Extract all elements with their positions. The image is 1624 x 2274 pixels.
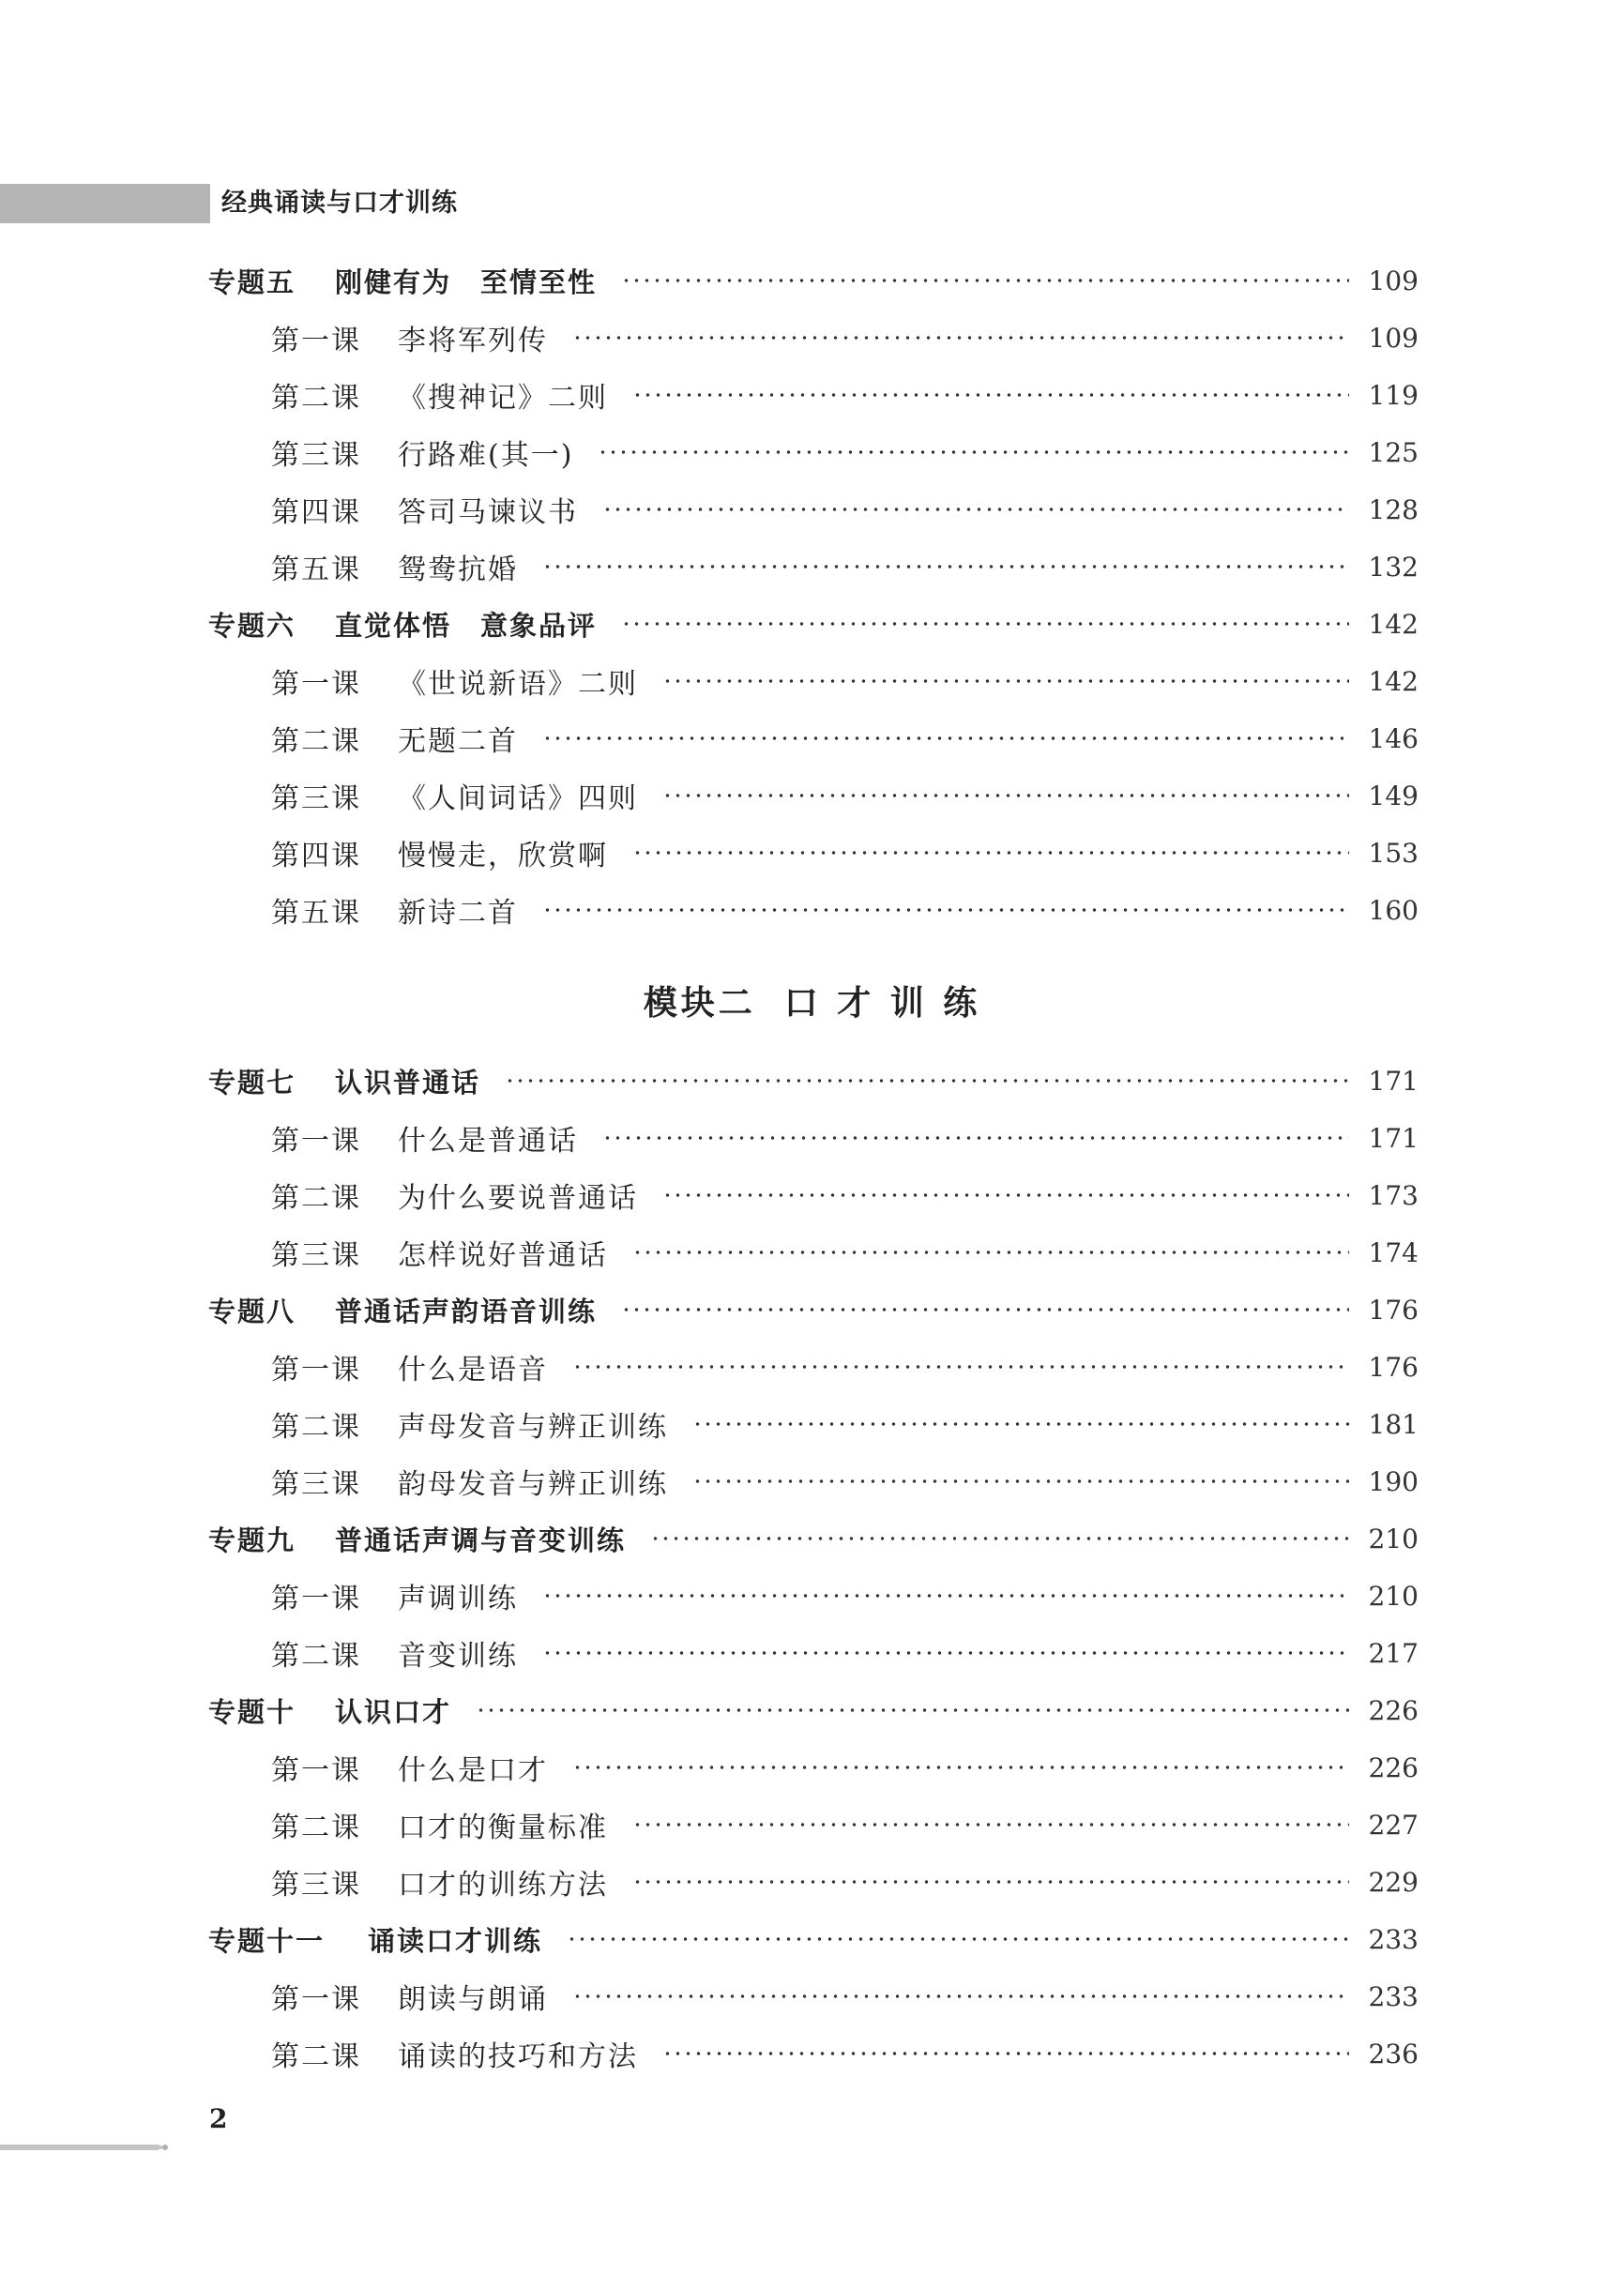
leader-dots [632,392,1349,398]
toc-lesson-row[interactable] [271,660,1419,702]
toc-lesson-row[interactable] [271,718,1419,759]
toc-lesson-row[interactable] [271,1632,1419,1674]
lesson-label: 第二课 [271,1812,361,1844]
leader-dots [542,564,1349,569]
page-number: 153 [1368,837,1419,869]
lesson-title: 口才的衡量标准 [398,1812,608,1844]
page-number: 171 [1368,1122,1419,1154]
leader-dots [662,2051,1349,2056]
lesson-title: 诵读的技巧和方法 [398,2040,638,2073]
toc-topic-row[interactable] [208,1918,1419,1960]
lesson-title: 慢慢走，欣赏啊 [398,840,608,872]
page-number: 233 [1368,1923,1419,1955]
page-number: 173 [1368,1179,1419,1211]
page-number: 142 [1368,665,1419,697]
page-number: 119 [1368,379,1419,411]
toc-lesson-row[interactable] [271,1346,1419,1387]
lesson-title: 鸳鸯抗婚 [398,553,518,586]
lesson-title: 《搜神记》二则 [398,382,608,415]
page-number: 227 [1368,1809,1419,1841]
leader-dots [632,1879,1349,1885]
lesson-title: 答司马谏议书 [398,496,578,529]
leader-dots [621,1307,1349,1312]
page-number: 226 [1368,1751,1419,1783]
topic-title: 普通话声调与音变训练 [335,1524,627,1556]
leader-dots [567,1936,1349,1942]
leader-dots [572,1765,1349,1770]
leader-dots [692,1478,1349,1484]
page-number: 176 [1368,1351,1419,1383]
toc-lesson-row[interactable] [271,1461,1419,1502]
running-header-title: 经典诵读与口才训练 [221,189,458,218]
page-number: 109 [1368,322,1419,354]
toc-lesson-row[interactable] [271,1117,1419,1159]
lesson-title: 《人间词话》四则 [398,782,638,815]
leader-dots [662,793,1349,798]
page-number: 233 [1368,1980,1419,2012]
leader-dots [692,1421,1349,1427]
lesson-title: 《世说新语》二则 [398,668,638,701]
leader-dots [572,1994,1349,1999]
lesson-label: 第一课 [271,1983,361,2016]
toc-topic-row[interactable] [208,1518,1419,1559]
lesson-label: 第五课 [271,553,361,586]
lesson-label: 第三课 [271,782,361,815]
lesson-label: 第二课 [271,725,361,758]
page-number: 236 [1368,2038,1419,2069]
leader-dots [572,335,1349,341]
toc-lesson-row[interactable] [271,1976,1419,2017]
lesson-label: 第二课 [271,2040,361,2073]
toc-lesson-row[interactable] [271,1747,1419,1788]
topic-title: 直觉体悟 意象品评 [335,609,598,642]
toc-lesson-row[interactable] [271,1403,1419,1445]
lesson-label: 第三课 [271,1869,361,1902]
leader-dots [621,621,1349,627]
toc-topic-row[interactable] [208,1289,1419,1330]
module-label: 模块二 [643,983,756,1023]
leader-dots [602,1135,1349,1141]
toc-topic-row[interactable] [208,1060,1419,1101]
page-number: 210 [1368,1523,1419,1554]
page-number: 146 [1368,722,1419,754]
page-number: 125 [1368,436,1419,468]
topic-title: 认识普通话 [335,1066,481,1099]
lesson-title: 声调训练 [398,1583,518,1615]
leader-dots [632,850,1349,856]
lesson-label: 第五课 [271,897,361,930]
leader-dots [662,678,1349,684]
lesson-title: 新诗二首 [398,897,518,930]
toc-lesson-row[interactable] [271,1575,1419,1616]
page-number: 149 [1368,780,1419,811]
page-number: 210 [1368,1580,1419,1612]
topic-title: 普通话声韵语音训练 [335,1295,598,1327]
lesson-label: 第二课 [271,1182,361,1215]
topic-label: 专题十 [208,1695,296,1728]
leader-dots [542,1650,1349,1656]
page-number: 128 [1368,493,1419,525]
lesson-label: 第一课 [271,325,361,357]
leader-dots [542,907,1349,913]
topic-label: 专题八 [208,1295,296,1327]
page-number: 132 [1368,551,1419,583]
toc-topic-row[interactable] [208,1690,1419,1731]
leader-dots [662,1192,1349,1198]
topic-label: 专题十一 [208,1924,326,1957]
topic-label: 专题九 [208,1524,296,1556]
toc-lesson-row[interactable] [271,889,1419,931]
leader-dots [542,735,1349,741]
lesson-label: 第二课 [271,382,361,415]
lesson-label: 第二课 [271,1411,361,1444]
leader-dots [572,1364,1349,1370]
leader-dots [505,1078,1349,1084]
topic-title: 刚健有为 至情至性 [335,265,598,298]
toc-lesson-row[interactable] [271,1804,1419,1845]
page-number: 226 [1368,1694,1419,1726]
topic-title: 诵读口才训练 [368,1924,543,1957]
toc-lesson-row[interactable] [271,1861,1419,1903]
lesson-title: 口才的训练方法 [398,1869,608,1902]
page-number: 229 [1368,1866,1419,1898]
toc-lesson-row[interactable] [271,775,1419,816]
toc-topic-row[interactable] [208,603,1419,644]
leader-dots [632,1822,1349,1827]
toc-lesson-row[interactable] [271,832,1419,873]
lesson-label: 第一课 [271,1754,361,1787]
toc-lesson-row[interactable] [271,546,1419,587]
lesson-label: 第四课 [271,496,361,529]
page-number: 109 [1368,265,1419,296]
footer-page-number: 2 [209,2103,228,2134]
leader-dots [632,1250,1349,1255]
lesson-label: 第一课 [271,1583,361,1615]
page-number: 142 [1368,608,1419,640]
page-number: 160 [1368,894,1419,926]
lesson-title: 朗读与朗诵 [398,1983,548,2016]
page-number: 171 [1368,1065,1419,1097]
leader-dots [542,1593,1349,1599]
lesson-label: 第一课 [271,1125,361,1158]
leader-dots [650,1536,1349,1541]
toc-lesson-row[interactable] [271,317,1419,358]
lesson-title: 行路难(其一) [398,439,574,472]
page-number: 174 [1368,1236,1419,1268]
lesson-title: 什么是语音 [398,1354,548,1387]
toc-lesson-row[interactable] [271,1232,1419,1273]
lesson-title: 什么是口才 [398,1754,548,1787]
topic-label: 专题六 [208,609,296,642]
lesson-title: 怎样说好普通话 [398,1239,608,1272]
footer-decoration [0,2143,169,2152]
lesson-title: 声母发音与辨正训练 [398,1411,668,1444]
lesson-title: 李将军列传 [398,325,548,357]
toc-lesson-row[interactable] [271,489,1419,530]
toc-lesson-row[interactable] [271,1175,1419,1216]
lesson-label: 第三课 [271,1468,361,1501]
toc-lesson-row[interactable] [271,432,1419,473]
page-number: 181 [1368,1408,1419,1440]
page-number: 176 [1368,1294,1419,1326]
toc-lesson-row[interactable] [271,2033,1419,2074]
topic-title: 认识口才 [335,1695,452,1728]
leader-dots [476,1707,1349,1713]
lesson-label: 第二课 [271,1640,361,1673]
lesson-title: 什么是普通话 [398,1125,578,1158]
leader-dots [621,278,1349,283]
lesson-label: 第三课 [271,439,361,472]
toc-lesson-row[interactable] [271,374,1419,416]
page-number: 190 [1368,1465,1419,1497]
leader-dots [598,449,1349,455]
lesson-label: 第三课 [271,1239,361,1272]
topic-label: 专题五 [208,265,296,298]
lesson-label: 第四课 [271,840,361,872]
page-number: 217 [1368,1637,1419,1669]
module-title: 口 才 训 练 [783,983,981,1023]
toc-topic-row[interactable] [208,260,1419,301]
topic-label: 专题七 [208,1066,296,1099]
lesson-title: 无题二首 [398,725,518,758]
lesson-title: 音变训练 [398,1640,518,1673]
lesson-label: 第一课 [271,1354,361,1387]
leader-dots [602,507,1349,512]
lesson-title: 韵母发音与辨正训练 [398,1468,668,1501]
lesson-label: 第一课 [271,668,361,701]
module-heading [0,977,1624,1024]
lesson-title: 为什么要说普通话 [398,1182,638,1215]
